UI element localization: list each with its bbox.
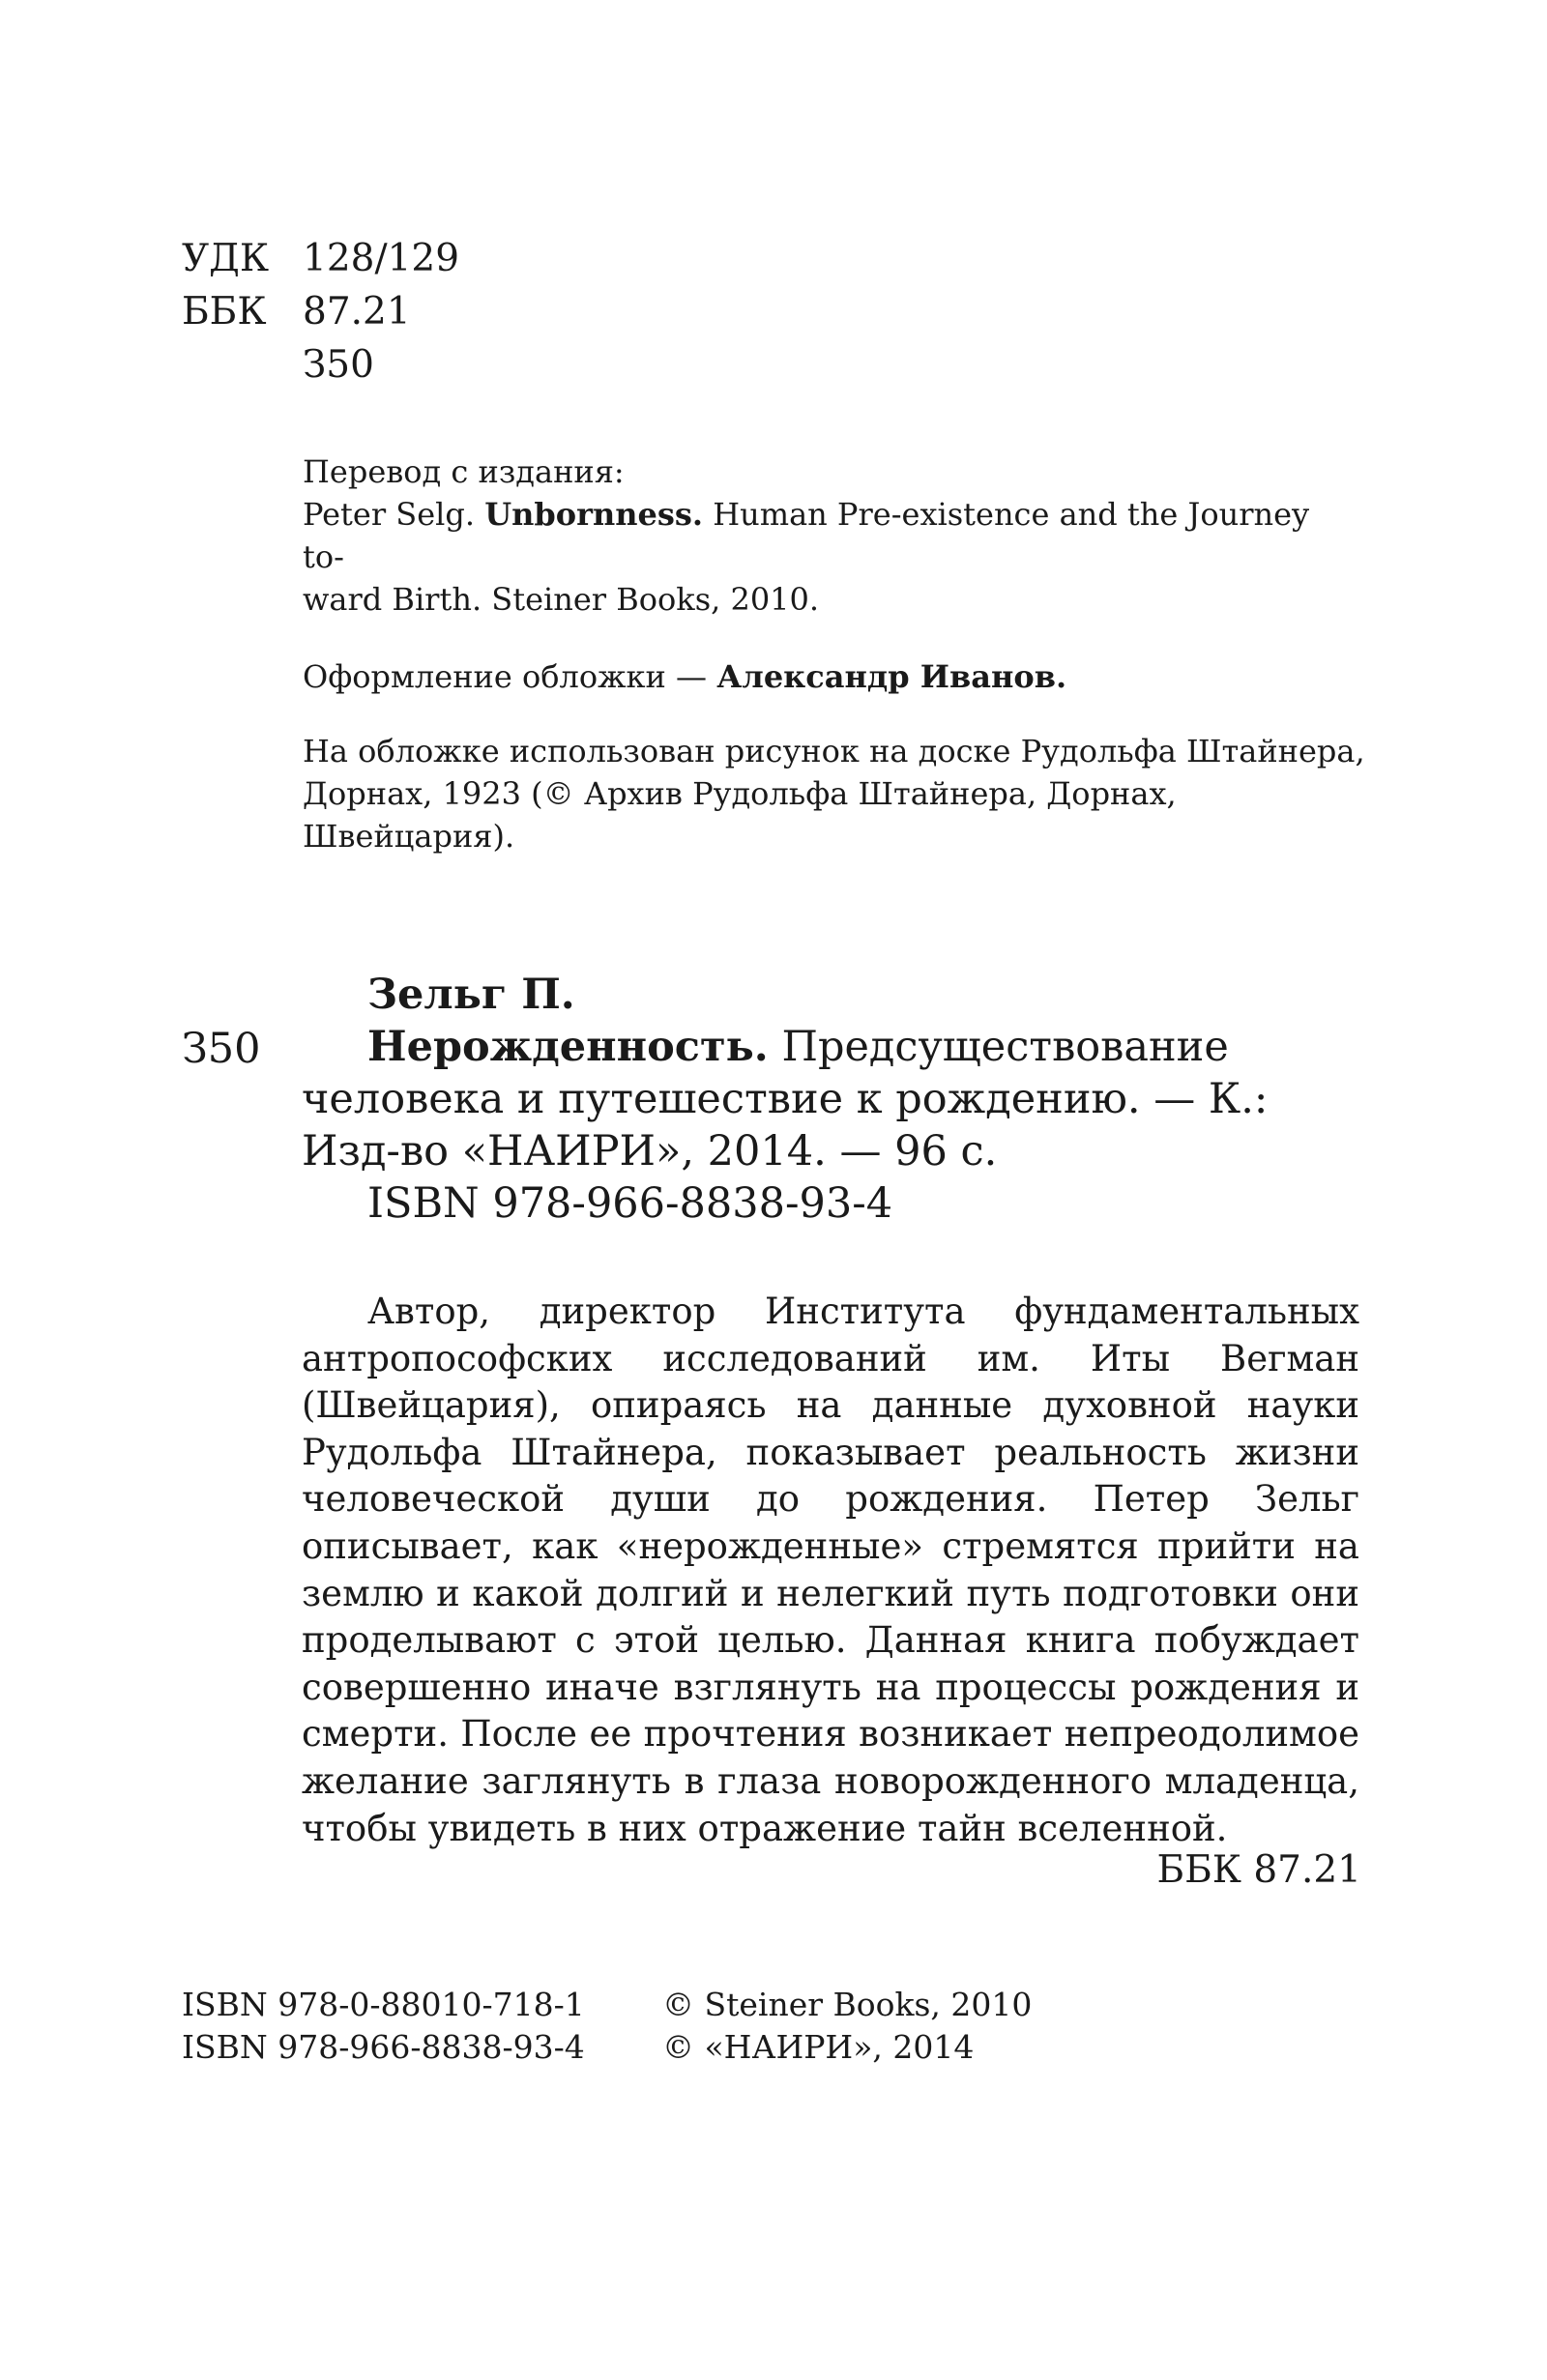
translation-source-line: Peter Selg. Unbornness. Human Pre-existence and the Journey to- — [303, 496, 1310, 575]
author: Зельг П. — [367, 971, 575, 1019]
isbn-original: ISBN 978-0-88010-718-1 — [182, 1986, 585, 2023]
copyright-list — [662, 1984, 1032, 2069]
biblio-line-3: Изд-во «НАИРИ», 2014. — 96 с. — [302, 1127, 998, 1175]
bbk-row — [182, 285, 459, 338]
translation-intro: Перевод с издания: — [303, 453, 625, 490]
book-title: Нерожденность. — [367, 1023, 769, 1071]
bbk-value: 87.21 — [303, 290, 411, 334]
copyright-translation: © «НАИРИ», 2014 — [662, 2028, 975, 2066]
cover-design-credit: Оформление обложки — Александр Иванов. — [303, 658, 1067, 695]
translation-note — [303, 450, 1318, 621]
biblio-isbn: ISBN 978-966-8838-93-4 — [367, 1179, 893, 1228]
abstract-paragraph: Автор, директор Института фундаментальных антропософских исследований им. Иты Вегман (Швейцария), опираясь на данные духовной науки Рудольфа Штайнера, показывает реальность жизни человеческой души до рождения. Петер Зельг описывает, как «нерожденные» стремятся прийти на землю и какой долгий и нелегкий путь подготовки они проделывают с этой целью. Данная книга побуждает совершенно иначе взглянуть на процессы рождения и смерти. После ее прочтения возникает непреодолимое желание заглянуть в глаза новорожденного младенца, чтобы увидеть в них отражение тайн вселенной. — [302, 1291, 1359, 1849]
copyright-original: © Steiner Books, 2010 — [662, 1986, 1033, 2023]
classification-block — [182, 232, 459, 392]
cutter-row — [182, 338, 459, 392]
translation-source-line-2: ward Birth. Steiner Books, 2010. — [303, 581, 820, 618]
isbn-list — [182, 1984, 585, 2069]
bibliography-cutter: З50 — [182, 1025, 261, 1073]
biblio-line-2: человека и путешествие к рождению. — К.: — [302, 1075, 1269, 1123]
designer-name: Александр Иванов. — [716, 658, 1067, 695]
isbn-translation: ISBN 978-966-8838-93-4 — [182, 2028, 585, 2066]
title-line: Нерожденность. Предсуществование — [367, 1023, 1229, 1071]
udk-row — [182, 232, 459, 285]
udk-value: 128/129 — [303, 237, 460, 280]
cover-illustration-note: На обложке использован рисунок на доске Рудольфа Штайнера, Дорнах, 1923 (© Архив Рудольфа Штайнера, Дорнах, Швейцария). — [303, 733, 1365, 855]
cutter-code: З50 — [303, 343, 374, 387]
original-title: Unbornness. — [484, 496, 704, 533]
udk-label: УДК — [182, 237, 270, 280]
bbk-index-bottom: ББК 87.21 — [1156, 1848, 1361, 1892]
bibliographic-entry — [302, 969, 1365, 1230]
bbk-label: ББК — [182, 290, 267, 334]
